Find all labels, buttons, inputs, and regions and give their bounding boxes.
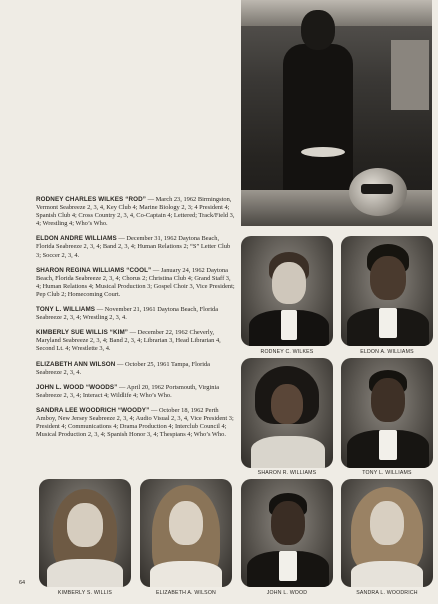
bio-name: SANDRA LEE WOODRICH “WOODY”: [36, 406, 150, 414]
bio-kimberly: [36, 329, 236, 353]
bio-text: — April 20, 1962 Portsmouth, Virginia Seabreeze 2, 3, 4; Interact 4; Wildlife 4; Who’s Who.: [36, 383, 220, 399]
portrait-kimberly: [39, 479, 131, 587]
bio-text: — October 25, 1961 Tampa, Florida Seabreeze 2, 3, 4.: [36, 360, 211, 376]
bio-text: — October 18, 1962 Perth Amboy, New Jersey Seabreeze 2, 3, 4; Audio Visual 2, 3, 4, Vice President 3; President 4; Communications 4; Drama Production 4; Interclub Council 4; Musical Production 2, 3, 4; Spanish Honor 3, 4; Thespians 4; Who’s Who.: [36, 406, 234, 439]
bio-name: ELIZABETH ANN WILSON: [36, 360, 116, 368]
caption-eldon: ELDON A. WILLIAMS: [360, 349, 414, 355]
bio-text: — December 31, 1962 Daytona Beach, Florida Seabreeze 2, 3, 4; Band 2, 3, 4; Human Relations 2; “S” Letter Club 3; Soccer 2, 3, 4.: [36, 235, 231, 259]
bio-name: SHARON REGINA WILLIAMS “COOL”: [36, 266, 152, 274]
caption-rodney: RODNEY C. WILKES: [260, 349, 314, 355]
bio-rodney: [36, 196, 236, 228]
portrait-elizabeth: [140, 479, 232, 587]
caption-tony: TONY L. WILLIAMS: [362, 470, 412, 476]
bio-eldon: [36, 235, 236, 259]
bio-text: — December 22, 1962 Cheverly, Maryland Seabreeze 2, 3, 4; Band 2, 3, 4; Librarian 3, Head Librarian 4, Second Lt. 4; Wrestlette 3, 4.: [36, 329, 221, 353]
candid-person-head: [301, 10, 335, 50]
caption-sandra: SANDRA L. WOODRICH: [356, 590, 418, 596]
bio-name: RODNEY CHARLES WILKES “ROD”: [36, 196, 146, 203]
portrait-john: [241, 479, 333, 587]
caption-john: JOHN L. WOOD: [266, 590, 308, 596]
portrait-sharon: [241, 358, 333, 468]
bio-name: ELDON ANDRE WILLIAMS: [36, 235, 117, 243]
candid-photo: [241, 0, 432, 226]
caption-elizabeth: ELIZABETH A. WILSON: [155, 590, 216, 596]
bio-john: [36, 384, 236, 400]
caption-sharon: SHARON R. WILLIAMS: [257, 470, 317, 476]
bio-name: JOHN L. WOOD “WOODS”: [36, 383, 118, 391]
bio-tony: [36, 306, 236, 322]
candid-plate: [301, 147, 345, 157]
candid-ceiling: [241, 0, 432, 26]
bio-elizabeth: [36, 361, 236, 377]
bio-sharon: [36, 267, 236, 299]
portrait-eldon: [341, 236, 433, 346]
bio-text: — November 21, 1961 Daytona Beach, Florida Seabreeze 2, 3, 4; Wrestling 2, 3, 4.: [36, 306, 219, 322]
bio-list: [36, 196, 236, 446]
bio-name: KIMBERLY SUE WILLIS “KIM”: [36, 329, 129, 337]
bio-sandra: [36, 407, 236, 439]
portrait-tony: [341, 358, 433, 468]
portrait-sandra: [341, 479, 433, 587]
candid-pumpkin: [349, 168, 407, 216]
bio-text: — March 23, 1962 Birmingston, Vermont Seabreeze 2, 3, 4, Key Club 4; Marine Biology 2, 3; 4 President 4; Spanish Club 4; Cross Country 2, 3, 4, Co-Captain 4; Lettered; Track/Field 3, 4; Wrestling 4; Who’s Who.: [36, 196, 235, 228]
portrait-rodney: [241, 236, 333, 346]
candid-window: [391, 40, 429, 110]
page-number: 64: [19, 580, 26, 586]
bio-text: — January 24, 1962 Daytona Beach, Florida Seabreeze 2, 3, 4; Chorus 2; Christina Club 4; Grand Staff 3, 4; Human Relations 4; Musical Production 3; Gospel Choir 3, Vice President; Pep Club 2; Homecoming Court.: [36, 266, 235, 298]
bio-name: TONY L. WILLIAMS: [36, 306, 96, 314]
caption-kimberly: KIMBERLY S. WILLIS: [57, 590, 113, 596]
